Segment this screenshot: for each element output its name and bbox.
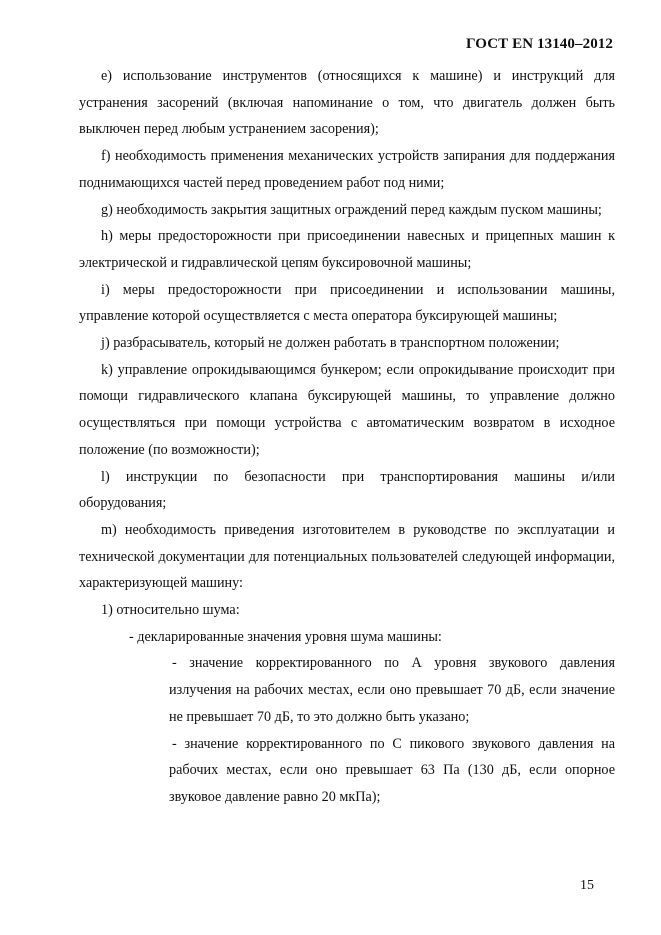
list-item-a-weighted: - значение корректированного по А уровня звукового давления излучения на рабочих местах, если оно превышает 70 дБ, если значение не превышает 70 дБ, то это должно быть указано; — [169, 655, 615, 725]
paragraph-g: g) необходимость закрытия защитных ограждений перед каждым пуском машины; — [101, 201, 602, 218]
page-number: 15 — [580, 878, 594, 893]
paragraph-e: е) использование инструментов (относящихся к машине) и инструкций для устранения засорений (включая напоминание о том, что двигатель должен быть выключен перед любым устранением засорения); — [79, 68, 615, 138]
paragraph-f: f) необходимость применения механических устройств запирания для поддержания поднимающихся частей перед проведением работ под ними; — [79, 148, 615, 191]
list-item-c-weighted-peak: - значение корректированного по С пикового звукового давления на рабочих местах, если оно превышает 63 Па (130 дБ, если опорное звуковое давление равно 20 мкПа); — [169, 735, 615, 805]
paragraph-m: m) необходимость приведения изготовителем в руководстве по эксплуатации и технической документации для потенциальных пользователей следующей информации, характеризующей машину: — [79, 521, 615, 592]
paragraph-l: l) инструкции по безопасности при транспортирования машины и/или оборудования; — [79, 468, 615, 512]
document-header: ГОСТ EN 13140–2012 — [466, 36, 613, 52]
paragraph-h: h) меры предосторожности при присоединении навесных и прицепных машин к электрической и гидравлической цепям буксировочной машины; — [79, 228, 615, 271]
page-body — [79, 63, 615, 811]
paragraph-k: k) управление опрокидывающимся бункером; если опрокидывание происходит при помощи гидравлического клапана буксирующей машины, то управление должно осуществляться при помощи устройства с автоматическим возвратом в исходное положение (по возможности); — [79, 361, 615, 458]
paragraph-j: j) разбрасыватель, который не должен работать в транспортном положении; — [101, 335, 560, 352]
list-item-noise: 1) относительно шума: — [101, 602, 240, 619]
paragraph-i: i) меры предосторожности при присоединении и использовании машины, управление которой осуществляется с места оператора буксирующей машины; — [79, 281, 615, 325]
list-item-declared-values: - декларированные значения уровня шума машины: — [129, 628, 442, 645]
